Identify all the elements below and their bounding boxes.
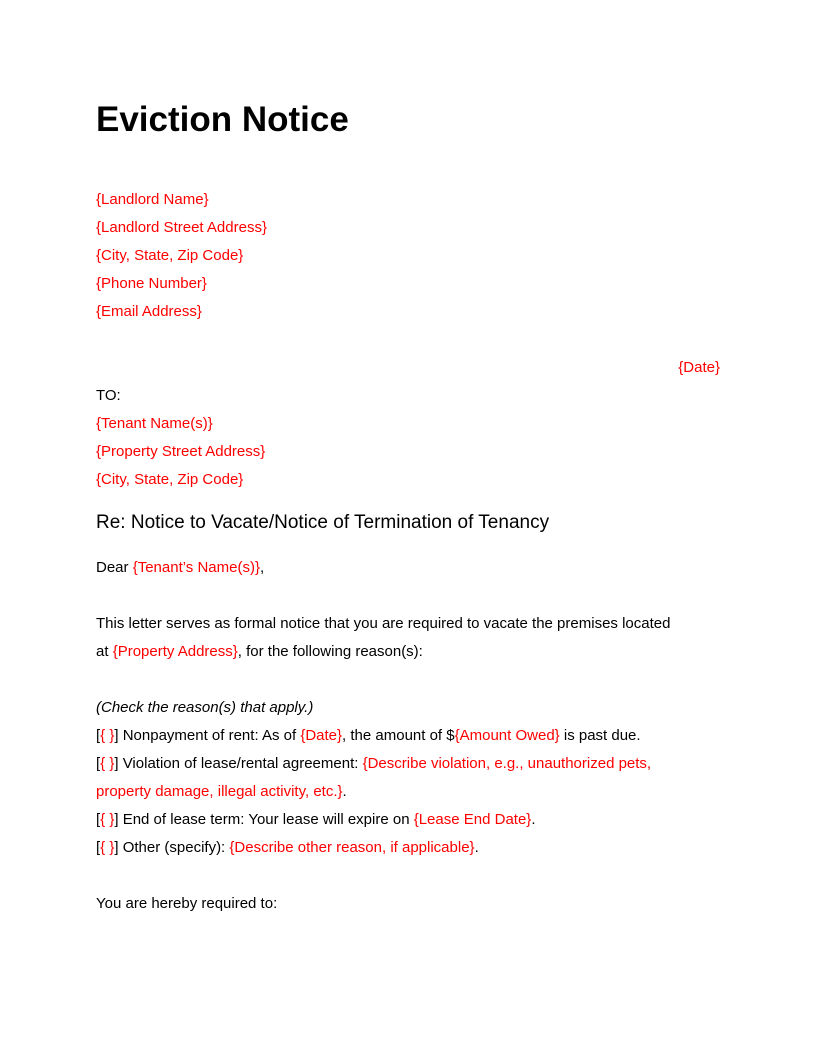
checkbox-placeholder: { } [100, 839, 115, 856]
bracket-open: [ [96, 727, 101, 744]
to-label: TO: [96, 387, 121, 404]
salutation-line [96, 554, 720, 582]
reason-text: Violation of lease/rental agreement: [122, 755, 363, 772]
reason-text: Other (specify): [122, 839, 230, 856]
salutation-prefix: Dear [96, 559, 133, 576]
reason-text: . [342, 783, 347, 800]
reason-lease-end [96, 806, 720, 834]
sender-street: {Landlord Street Address} [96, 219, 267, 236]
date-line: {Date} [678, 359, 720, 376]
blank-line [96, 326, 720, 354]
sender-city-state-zip: {City, State, Zip Code} [96, 247, 244, 264]
bracket-open: [ [96, 811, 101, 828]
reason-text: is past due. [559, 727, 641, 744]
subject-line: Re: Notice to Vacate/Notice of Termination of Tenancy [96, 512, 550, 533]
bracket-open: [ [96, 755, 101, 772]
closing-line: You are hereby required to: [96, 895, 278, 912]
reason-text: . [474, 839, 479, 856]
tenant-street: {Property Street Address} [96, 443, 266, 460]
tenant-name-placeholder: {Tenant’s Name(s)} [132, 559, 260, 576]
reason-other [96, 834, 720, 862]
bracket-close: ] [114, 755, 123, 772]
document-title: Eviction Notice [96, 100, 349, 139]
reason-text: . [531, 811, 536, 828]
amount-owed-placeholder: {Amount Owed} [454, 727, 560, 744]
tenant-city-state-zip: {City, State, Zip Code} [96, 471, 244, 488]
blank-line [96, 582, 720, 610]
reason-violation [96, 750, 720, 806]
blank-line [96, 666, 720, 694]
violation-placeholder-line2: property damage, illegal activity, etc.} [96, 783, 343, 800]
checkbox-placeholder: { } [100, 755, 115, 772]
other-reason-placeholder: {Describe other reason, if applicable} [229, 839, 475, 856]
recipient-block [96, 382, 720, 494]
check-instruction: (Check the reason(s) that apply.) [96, 699, 314, 716]
intro-paragraph [96, 610, 720, 666]
lease-end-date-placeholder: {Lease End Date} [413, 811, 532, 828]
bracket-open: [ [96, 839, 101, 856]
date-placeholder: {Date} [300, 727, 343, 744]
bracket-close: ] [114, 811, 123, 828]
sender-phone: {Phone Number} [96, 275, 207, 292]
blank-line [96, 862, 720, 890]
intro-line2-after: , for the following reason(s): [237, 643, 423, 660]
property-address-placeholder: {Property Address} [112, 643, 238, 660]
reason-text: Nonpayment of rent: As of [122, 727, 301, 744]
sender-address-block [96, 186, 720, 326]
checkbox-placeholder: { } [100, 811, 115, 828]
bracket-close: ] [114, 839, 123, 856]
checkbox-placeholder: { } [100, 727, 115, 744]
reason-text: End of lease term: Your lease will expire on [122, 811, 414, 828]
reason-nonpayment [96, 722, 720, 750]
intro-line2-before: at [96, 643, 113, 660]
reason-text: , the amount of $ [342, 727, 455, 744]
tenant-name: {Tenant Name(s)} [96, 415, 213, 432]
sender-name: {Landlord Name} [96, 191, 209, 208]
intro-line1: This letter serves as formal notice that you are required to vacate the premises located [96, 615, 671, 632]
salutation-suffix: , [259, 559, 265, 576]
bracket-close: ] [114, 727, 123, 744]
violation-placeholder-line1: {Describe violation, e.g., unauthorized pets, [362, 755, 652, 772]
sender-email: {Email Address} [96, 303, 202, 320]
